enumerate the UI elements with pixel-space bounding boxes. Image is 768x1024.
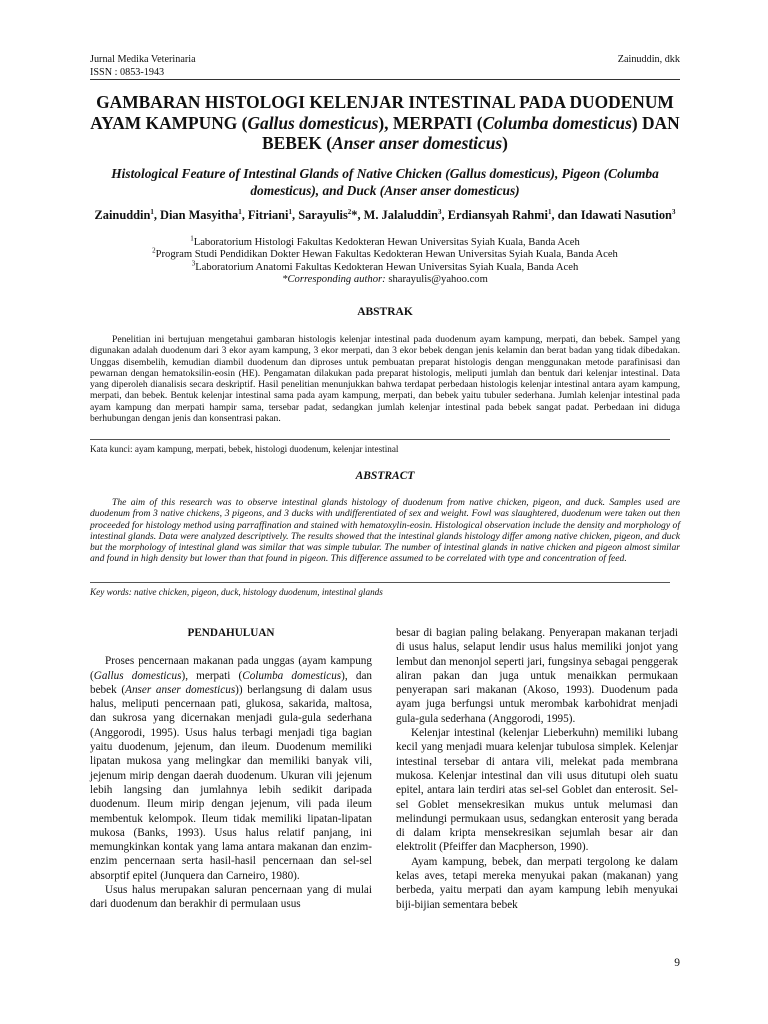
abstrak-keywords: Kata kunci: ayam kampung, merpati, bebek, histologi duodenum, kelenjar intestinal — [90, 444, 399, 454]
left-column — [90, 626, 372, 912]
intro-paragraph-1: Proses pencernaan makanan pada unggas (ayam kampung (Gallus domesticus), merpati (Columba domesticus), dan bebek (Anser anser domesticus)) berlangsung di dalam usus halus, meliputi pencernaan pati, glukosa, sakarida, maltosa, dan sukrosa yang dicernakan menjadi gula-gula sederhana (Anggorodi, 1995). Usus halus terbagi menjadi tiga bagian yaitu duodenum, jejenum, dan ileum. Duodenum memiliki lipatan mukosa yang melingkar dan memiliki banyak vili, jejenum mirip dengan daerah duodenum. Ukuran vili jejenum lebih langsing dan jumlahnya lebih sedikit daripada duodenum. Ileum mirip dengan jejenum, vili pada ileum membentuk kelompok. Ileum tidak memiliki lipatan-lipatan mukosa (Banks, 1993). Usus halus relatif panjang, ini memungkinkan kontak yang lama antara makanan dan enzim-enzim pencernaan serta hasil-hasil pencernaan dan sel-sel absorptif epitel (Junquera dan Carneiro, 1980). — [90, 655, 373, 882]
intro-paragraph-2-cont: besar di bagian paling belakang. Penyerapan makanan terjadi di usus halus, selaput lendir usus halus memiliki jonjot yang lembut dan menonjol seperti jari, fungsinya sebagai penggerak aliran pakan dan juga untuk menaikkan permukaan penyerapan sari makanan (Akoso, 1993). Duodenum pada ayam juga berfungsi untuk merombak karbohidrat menjadi gula-gula sederhana (Anggorodi, 1995). — [396, 627, 678, 725]
abstrak-body: Penelitian ini bertujuan mengetahui gambaran histologis kelenjar intestinal pada duodenum ayam kampung, merpati, dan bebek. Sampel yang digunakan adalah duodenum dari 3 ekor ayam kampung, 3 ekor merpati, dan 3 ekor bebek dengan jenis kelamin dan berat badan yang tidak dibedakan. Unggas disembelih, kemudian diambil duodenum dan diproses untuk pembuatan preparat histologis dengan menggunakan metode parafinisasi dan pewarnan dengan hematoksilin-eosin (HE). Pengamatan dilakukan pada preparat histologis, meliputi jumlah dan bentuk dari kelenjar intestinal. Data yang diperoleh dianalisis secara deskriptif. Hasil penelitian menunjukkan bahwa terdapat perbedaan histologis kelenjar intestinal antara ayam kampung, merpati, dan bebek. Bentuk kelenjar intestinal sama pada ayam kampung, merpati, dan bebek yaitu tubuler sederhana. Jumlah kelenjar intestinal pada ayam kampung dan merpati hampir sama, tersebar padat, sedangkan jumlah kelenjar intestinal pada bebek sangat padat. Perbedaan ini diduga berhubungan dengan jenis dan konsentrasi pakan. — [90, 334, 680, 425]
right-column — [396, 626, 678, 912]
abstract-body: The aim of this research was to observe intestinal glands histology of duodenum from native chicken, pigeon, and duck. Samples used are duodenum from 3 native chickens, 3 pigeons, and 3 ducks with undifferentiated of sex and weight. Fowl was slaughtered, duodenum were taken out then proceeded for histology method using parraffination and stained with hematoxylin-eosin. Histological observation include the density and morphology of intestinal glands. Data were analyzed descriptively. The results showed that the intestinal glands histology differ among native chicken, pigeon, and duck but the morphology of intestinal gland was similar that was simple tubular. The number of intestinal glands in native chicken and pigeon almost similar and found in high density but lower than that found in pigeon. This difference assumed to be correlated with type and concentration of feed. — [90, 497, 680, 565]
journal-page — [90, 0, 680, 1024]
affiliations — [90, 234, 680, 287]
section-heading-pendahuluan: PENDAHULUAN — [187, 627, 275, 639]
abstrak-heading: ABSTRAK — [357, 306, 413, 318]
intro-paragraph-2: Usus halus merupakan saluran pencernaan yang di mulai dari duodenum dan berakhir di permulaan usus — [90, 884, 372, 911]
journal-name: Jurnal Medika Veterinaria — [90, 54, 196, 65]
journal-info — [90, 53, 196, 79]
affiliation-1: $^1$Laboratorium Histologi Fakultas Kedokteran Hewan Universitas Syiah Kuala, Banda Aceh — [190, 234, 580, 248]
abstrak-rule — [90, 439, 670, 440]
affiliation-3: $^3$Laboratorium Anatomi Fakultas Kedokteran Hewan Universitas Syiah Kuala, Banda Aceh — [191, 259, 579, 273]
intro-paragraph-4: Ayam kampung, bebek, dan merpati tergolong ke dalam kelas aves, tetapi mereka menyukai pakan (makanan) yang berbeda, yaitu merpati dan ayam kampung lebih menyukai biji-bijian sementara bebek — [396, 855, 678, 911]
paper-title: GAMBARAN HISTOLOGI KELENJAR INTESTINAL PADA DUODENUM AYAM KAMPUNG (Gallus domesticus), MERPATI (Columba domesticus) DAN BEBEK (Anser anser domesticus) — [90, 92, 680, 153]
abstract-rule — [90, 582, 670, 583]
corresponding-author: *Corresponding author: sharayulis@yahoo.com — [282, 274, 488, 286]
page-number: 9 — [674, 957, 680, 969]
author-email: sharayulis@yahoo.com — [388, 274, 488, 286]
abstract-keywords: Key words: native chicken, pigeon, duck, histology duodenum, intestinal glands — [90, 587, 383, 597]
abstract-heading: ABSTRACT — [355, 470, 415, 482]
header-divider — [90, 79, 680, 80]
affiliation-2: $^2$Program Studi Pendidikan Dokter Hewan Fakultas Kedokteran Hewan Universitas Syiah Kuala, Banda Aceh — [152, 246, 618, 261]
journal-issn: ISSN : 0853-1943 — [90, 67, 165, 78]
running-author: Zainuddin, dkk — [617, 54, 680, 65]
intro-paragraph-3: Kelenjar intestinal (kelenjar Lieberkuhn) memiliki lubang kecil yang menjadi muara kelenjar tubulosa simplek. Kelenjar intestinal tersebar di antara vili, melekat pada membrana mukosa. Kelenjar intestinal dan vili usus ditutupi oleh suatu epitel, antara lain terdiri atas sel-sel Goblet dan enterosit. Sel-sel Goblet mensekresikan mukus untuk melumasi dan melindungi permukaan usus, sedangkan enterosit yang berada di dalam kripta mensekresikan sejumlah besar air dan elektrolit (Pfeiffer dan Macpherson, 1990). — [396, 727, 678, 854]
author-list: Zainuddin$^1$, Dian Masyitha$^1$, Fitriani$^1$, Sarayulis$^2$*, M. Jalaluddin$^3$, Erdiansyah Rahmi$^1$, dan Idawati Nasution$^3$ — [94, 207, 676, 222]
english-title: Histological Feature of Intestinal Glands of Native Chicken (Gallus domesticus), Pigeon (Columba domesticus), and Duck (Anser anser domesticus) — [111, 166, 659, 198]
